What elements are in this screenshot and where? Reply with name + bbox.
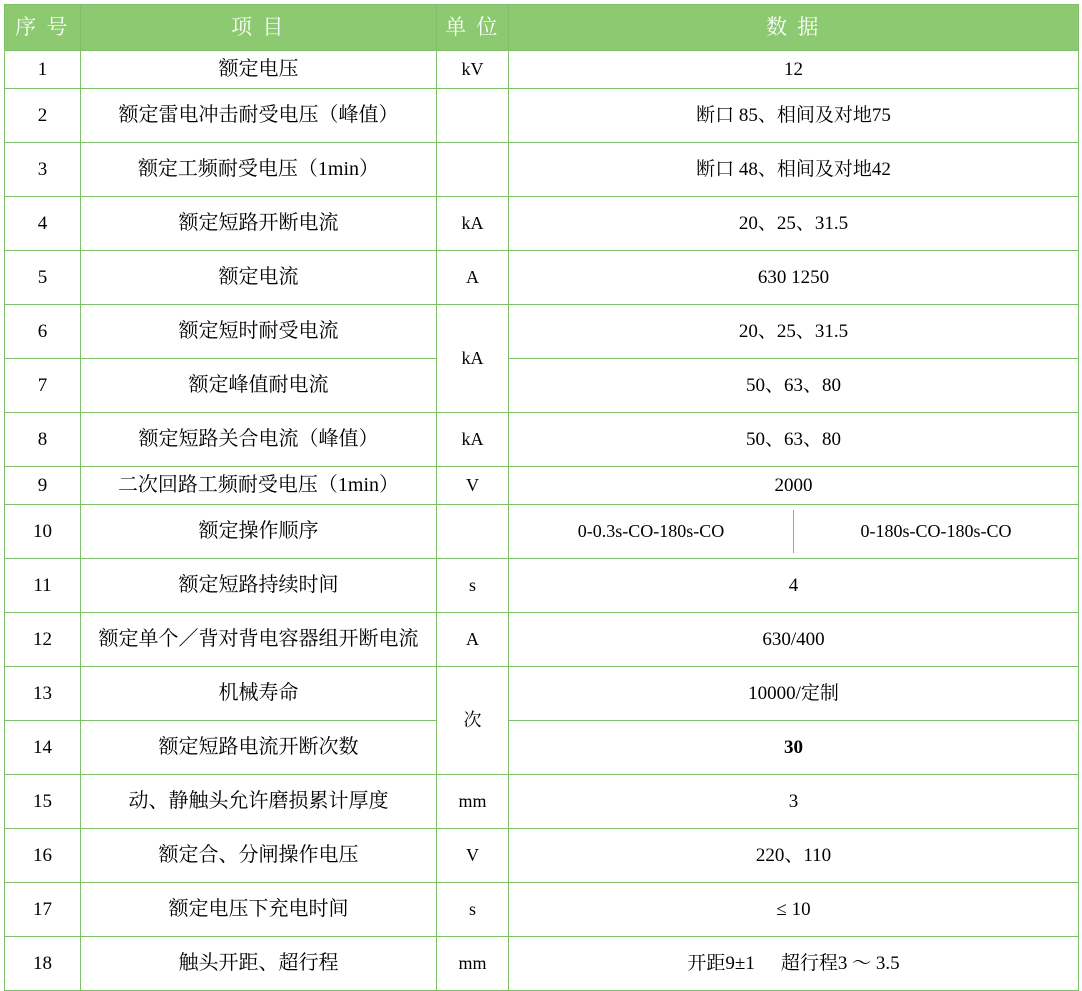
table-row	[5, 143, 1079, 197]
row-data: 断口 85、相间及对地75	[509, 89, 1079, 143]
row-unit: V	[437, 829, 509, 883]
row-data: 2000	[509, 467, 1079, 505]
row-item: 额定短路电流开断次数	[81, 721, 437, 775]
row-item: 额定短路关合电流（峰值）	[81, 413, 437, 467]
row-no: 11	[5, 559, 81, 613]
row-item: 额定电流	[81, 251, 437, 305]
row-item: 动、静触头允许磨损累计厚度	[81, 775, 437, 829]
table-row	[5, 829, 1079, 883]
row-data: 630 1250	[509, 251, 1079, 305]
row-item: 额定短路持续时间	[81, 559, 437, 613]
table-row	[5, 89, 1079, 143]
row-unit: s	[437, 883, 509, 937]
row-unit: V	[437, 467, 509, 505]
row-data: 220、110	[509, 829, 1079, 883]
row-no: 15	[5, 775, 81, 829]
table-row	[5, 51, 1079, 89]
row-no: 6	[5, 305, 81, 359]
row-unit: kA	[437, 197, 509, 251]
header-data: 数 据	[509, 5, 1079, 51]
row-data: 10000/定制	[509, 667, 1079, 721]
row-unit: A	[437, 613, 509, 667]
row-data: 50、63、80	[509, 413, 1079, 467]
row-data: 50、63、80	[509, 359, 1079, 413]
row-no: 18	[5, 937, 81, 991]
table-row	[5, 559, 1079, 613]
row-item: 额定操作顺序	[81, 505, 437, 559]
row-no: 5	[5, 251, 81, 305]
row-data-left: 0-0.3s-CO-180s-CO	[509, 510, 794, 553]
row-item: 额定峰值耐电流	[81, 359, 437, 413]
table-row	[5, 721, 1079, 775]
row-item: 额定电压	[81, 51, 437, 89]
row-no: 17	[5, 883, 81, 937]
row-no: 14	[5, 721, 81, 775]
row-no: 10	[5, 505, 81, 559]
table-row	[5, 305, 1079, 359]
table-header-row	[5, 5, 1079, 51]
table-row	[5, 359, 1079, 413]
row-no: 9	[5, 467, 81, 505]
row-item: 额定雷电冲击耐受电压（峰值）	[81, 89, 437, 143]
row-data-b: 超行程3 ～ 3.5	[780, 952, 900, 974]
row-data-right: 0-180s-CO-180s-CO	[860, 521, 1012, 542]
row-data-combined	[509, 937, 1079, 991]
row-unit	[437, 89, 509, 143]
table-row	[5, 505, 1079, 559]
row-unit-merged: 次	[437, 667, 509, 775]
row-unit	[437, 505, 509, 559]
row-data: 12	[509, 51, 1079, 89]
row-data: 断口 48、相间及对地42	[509, 143, 1079, 197]
row-unit: kV	[437, 51, 509, 89]
table-row	[5, 883, 1079, 937]
row-unit: mm	[437, 775, 509, 829]
row-data: 20、25、31.5	[509, 197, 1079, 251]
header-no: 序 号	[5, 5, 81, 51]
header-unit: 单 位	[437, 5, 509, 51]
row-no: 16	[5, 829, 81, 883]
table-row	[5, 251, 1079, 305]
row-no: 7	[5, 359, 81, 413]
row-no: 1	[5, 51, 81, 89]
header-item: 项 目	[81, 5, 437, 51]
table-row	[5, 937, 1079, 991]
row-unit: kA	[437, 413, 509, 467]
row-data: 30	[509, 721, 1079, 775]
row-unit: mm	[437, 937, 509, 991]
row-item: 额定合、分闸操作电压	[81, 829, 437, 883]
row-data: 20、25、31.5	[509, 305, 1079, 359]
row-item: 额定短路开断电流	[81, 197, 437, 251]
row-no: 13	[5, 667, 81, 721]
table-row	[5, 667, 1079, 721]
row-item: 额定单个／背对背电容器组开断电流	[81, 613, 437, 667]
row-no: 3	[5, 143, 81, 197]
row-item: 额定短时耐受电流	[81, 305, 437, 359]
row-no: 2	[5, 89, 81, 143]
row-item: 触头开距、超行程	[81, 937, 437, 991]
row-item: 额定电压下充电时间	[81, 883, 437, 937]
row-unit: A	[437, 251, 509, 305]
row-data: ≤ 10	[509, 883, 1079, 937]
row-data-a: 开距9±1	[687, 952, 755, 974]
table-header	[5, 5, 1079, 51]
row-data-split	[509, 505, 1079, 559]
table-row	[5, 413, 1079, 467]
row-item: 机械寿命	[81, 667, 437, 721]
table-body	[5, 51, 1079, 991]
row-unit: s	[437, 559, 509, 613]
row-item: 二次回路工频耐受电压（1min）	[81, 467, 437, 505]
row-unit-merged: kA	[437, 305, 509, 413]
specification-table	[4, 4, 1079, 991]
row-no: 4	[5, 197, 81, 251]
table-row	[5, 775, 1079, 829]
table-row	[5, 613, 1079, 667]
row-item: 额定工频耐受电压（1min）	[81, 143, 437, 197]
table-row	[5, 197, 1079, 251]
row-no: 12	[5, 613, 81, 667]
row-data: 3	[509, 775, 1079, 829]
row-data: 630/400	[509, 613, 1079, 667]
row-no: 8	[5, 413, 81, 467]
table-row	[5, 467, 1079, 505]
row-data: 4	[509, 559, 1079, 613]
row-unit	[437, 143, 509, 197]
